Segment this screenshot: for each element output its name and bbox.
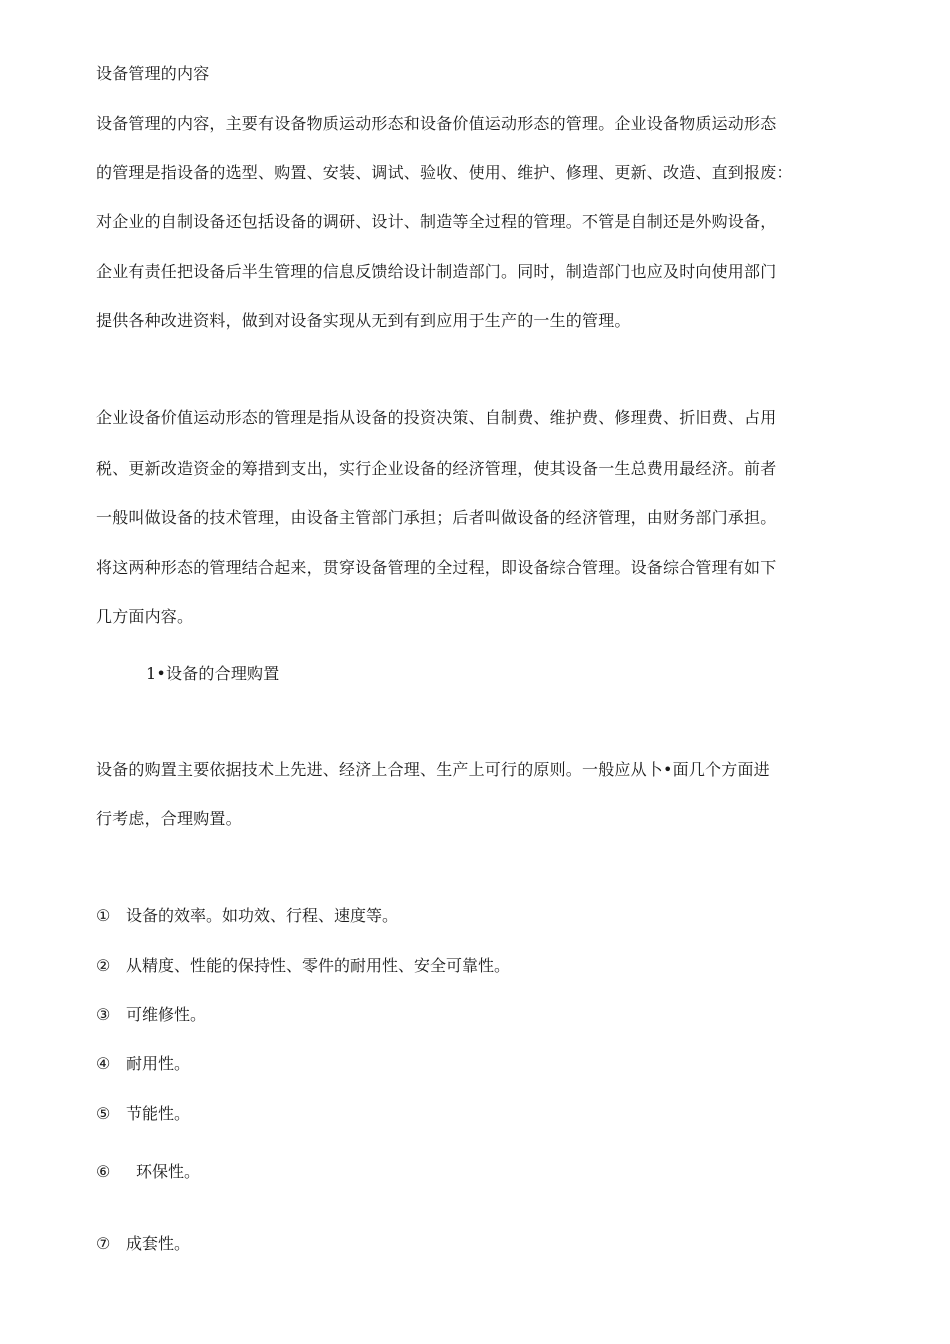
item-number: ⑤ xyxy=(96,1104,111,1123)
list-item xyxy=(96,906,398,926)
section-heading: 1•设备的合理购置 xyxy=(146,664,280,683)
paragraph-line: 税、更新改造资金的筹措到支出，实行企业设备的经济管理，使其设备一生总费用最经济。前者 xyxy=(96,459,777,478)
item-text: 成套性。 xyxy=(126,1234,191,1253)
list-item xyxy=(96,1104,190,1124)
paragraph-line: 设备管理的内容，主要有设备物质运动形态和设备价值运动形态的管理。企业设备物质运动形态 xyxy=(96,114,777,133)
item-number: ② xyxy=(96,956,111,975)
paragraph-line: 企业有责任把设备后半生管理的信息反馈给设计制造部门。同时，制造部门也应及时向使用部门 xyxy=(96,262,777,281)
item-number: ① xyxy=(96,906,111,925)
item-number: ④ xyxy=(96,1054,111,1073)
paragraph-line: 将这两种形态的管理结合起来，贯穿设备管理的全过程，即设备综合管理。设备综合管理有如下 xyxy=(96,558,777,577)
document-title: 设备管理的内容 xyxy=(96,64,210,83)
item-number: ⑦ xyxy=(96,1234,111,1253)
paragraph-line: 提供各种改进资料，做到对设备实现从无到有到应用于生产的一生的管理。 xyxy=(96,311,631,330)
list-item xyxy=(96,1005,206,1025)
list-item xyxy=(96,1054,190,1074)
paragraph-line: 的管理是指设备的选型、购置、安装、调试、验收、使用、维护、修理、更新、改造、直到报废： xyxy=(96,163,793,182)
item-text: 从精度、性能的保持性、零件的耐用性、安全可靠性。 xyxy=(126,956,511,975)
item-text: 可维修性。 xyxy=(126,1005,207,1024)
item-text: 耐用性。 xyxy=(126,1054,191,1073)
list-item xyxy=(96,956,510,976)
item-text: 节能性。 xyxy=(126,1104,191,1123)
item-number: ⑥ xyxy=(96,1162,111,1181)
list-item xyxy=(96,1234,190,1254)
paragraph-line: 一般叫做设备的技术管理，由设备主管部门承担；后者叫做设备的经济管理，由财务部门承担。 xyxy=(96,508,777,527)
paragraph-line: 企业设备价值运动形态的管理是指从设备的投资决策、自制费、维护费、修理费、折旧费、占用 xyxy=(96,408,777,427)
item-text: 设备的效率。如功效、行程、速度等。 xyxy=(126,906,399,925)
item-text: 环保性。 xyxy=(136,1162,201,1181)
paragraph-line: 几方面内容。 xyxy=(96,607,194,626)
paragraph-line: 行考虑，合理购置。 xyxy=(96,809,242,828)
paragraph-line: 对企业的自制设备还包括设备的调研、设计、制造等全过程的管理。不管是自制还是外购设备， xyxy=(96,212,777,231)
paragraph-line: 设备的购置主要依据技术上先进、经济上合理、生产上可行的原则。一般应从卜•面几个方面进 xyxy=(96,760,770,779)
list-item xyxy=(96,1162,200,1182)
item-number: ③ xyxy=(96,1005,111,1024)
